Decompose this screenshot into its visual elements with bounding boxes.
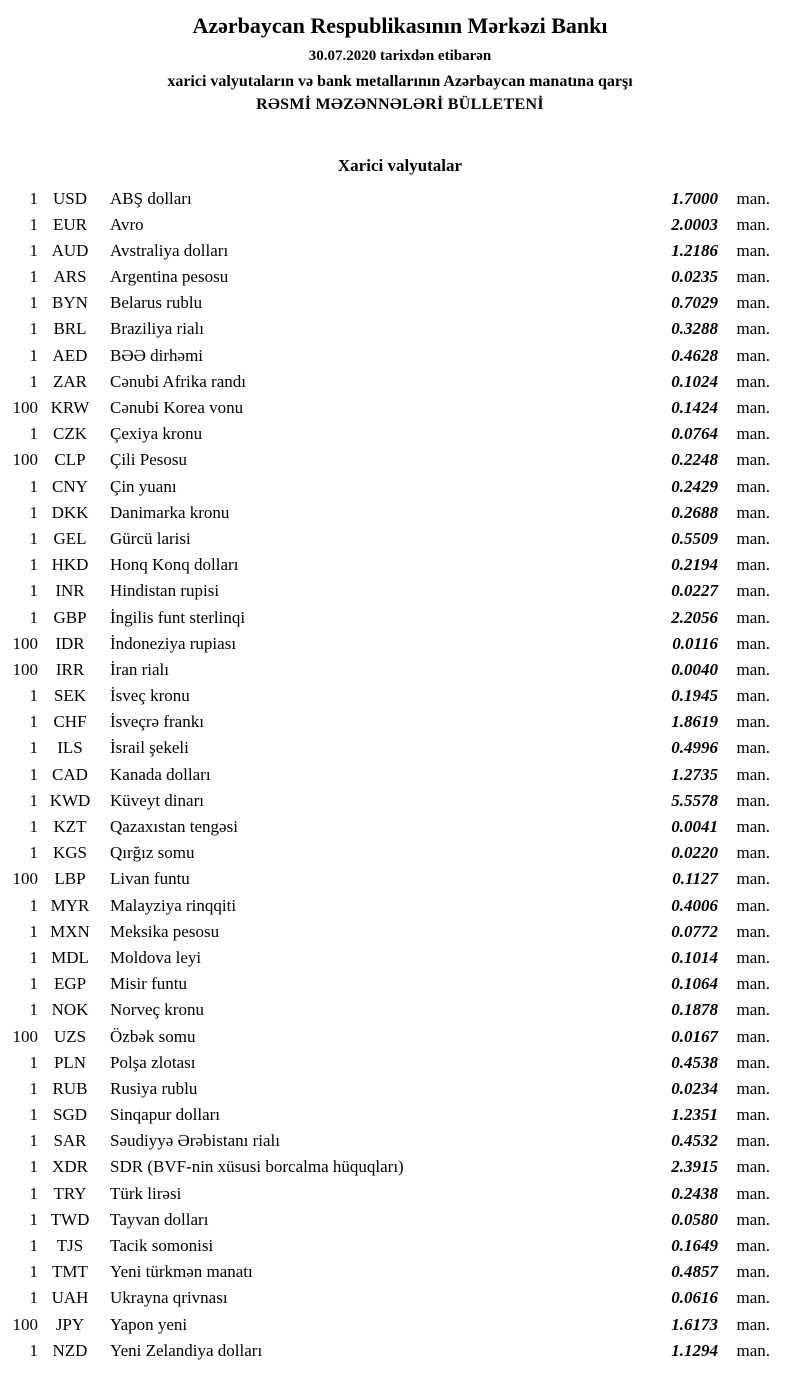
currency-code: GEL (53, 528, 87, 548)
rate-quantity: 1 (29, 1209, 38, 1229)
rate-row (0, 1024, 800, 1050)
currency-code: KWD (49, 790, 91, 810)
rate-value: 0.0234 (671, 1078, 718, 1098)
currency-name: Gürcü larisi (110, 528, 191, 548)
rate-quantity: 1 (29, 293, 38, 313)
currency-code: LBP (54, 869, 86, 889)
rate-value: 0.5509 (671, 528, 718, 548)
currency-name: Yeni Zelandiya dolları (110, 1340, 263, 1360)
currency-name: Honq Konq dolları (110, 555, 239, 575)
rate-value: 0.4538 (671, 1052, 718, 1072)
rate-row (0, 1050, 800, 1076)
rate-value: 0.2438 (671, 1183, 718, 1203)
rate-row (0, 1233, 800, 1259)
rate-value: 0.0616 (671, 1288, 718, 1308)
rate-quantity: 1 (29, 1236, 38, 1255)
currency-code: SAR (53, 1131, 87, 1151)
rate-row (0, 735, 800, 761)
currency-code: BRL (53, 319, 87, 339)
rate-value: 1.8619 (671, 712, 718, 732)
rate-value: 1.7000 (671, 188, 718, 208)
rate-row (0, 997, 800, 1023)
rate-unit: man. (736, 974, 770, 994)
currency-code: TMT (52, 1262, 88, 1282)
currency-name: Qırğız somu (110, 843, 195, 863)
currency-code: XDR (52, 1157, 88, 1177)
currency-name: Tacik somonisi (110, 1236, 214, 1255)
currency-code: JPY (55, 1314, 85, 1334)
currency-code: TRY (53, 1183, 87, 1203)
currency-code: TWD (50, 1209, 90, 1229)
rate-value: 2.3915 (671, 1157, 718, 1177)
rate-unit: man. (736, 1078, 770, 1098)
rate-value: 0.4996 (671, 738, 718, 758)
rate-row (0, 840, 800, 866)
rate-quantity: 1 (29, 921, 38, 941)
currency-name: Braziliya rialı (110, 319, 204, 339)
rate-row (0, 447, 800, 473)
rate-row (0, 316, 800, 342)
currency-code: TJS (56, 1236, 84, 1255)
currency-name: Cənubi Korea vonu (110, 398, 244, 417)
currency-code: MXN (50, 921, 90, 941)
rate-row (0, 526, 800, 552)
rate-quantity: 1 (29, 895, 38, 915)
rate-quantity: 1 (29, 1052, 38, 1072)
rate-value: 0.2194 (671, 555, 718, 575)
currency-name: Misir funtu (110, 974, 187, 994)
rate-value: 0.1424 (671, 398, 718, 417)
rate-row (0, 186, 800, 212)
rate-quantity: 100 (12, 659, 38, 679)
bank-title: Azərbaycan Respublikasının Mərkəzi Bankı (192, 13, 608, 38)
currency-code: SGD (52, 1105, 87, 1125)
rate-row (0, 395, 800, 421)
currency-name: Polşa zlotası (110, 1052, 196, 1072)
rate-row (0, 971, 800, 997)
currency-name: Yeni türkmən manatı (110, 1262, 253, 1282)
rate-unit: man. (736, 188, 770, 208)
rate-quantity: 100 (12, 398, 38, 417)
rate-value: 5.5578 (671, 790, 718, 810)
rate-unit: man. (736, 1026, 770, 1046)
rate-row (0, 814, 800, 840)
rate-unit: man. (736, 895, 770, 915)
rate-value: 0.1945 (671, 686, 718, 706)
currency-code: CHF (53, 712, 87, 732)
currency-code: PLN (53, 1052, 87, 1072)
rate-unit: man. (736, 555, 770, 575)
rate-unit: man. (736, 398, 770, 417)
rate-value: 0.4628 (671, 345, 718, 365)
rate-quantity: 1 (29, 1288, 38, 1308)
currency-name: Cənubi Afrika randı (110, 371, 246, 391)
rate-unit: man. (736, 1052, 770, 1072)
rate-quantity: 100 (12, 450, 38, 470)
rate-unit: man. (736, 686, 770, 706)
rate-unit: man. (736, 947, 770, 967)
rate-row (0, 1207, 800, 1233)
rate-row (0, 1285, 800, 1311)
rate-quantity: 1 (29, 974, 38, 994)
currency-code: ILS (57, 738, 83, 758)
currency-name: Belarus rublu (110, 293, 203, 313)
currency-name: Kanada dolları (110, 764, 211, 784)
currency-name: Malayziya rinqqiti (110, 895, 237, 915)
rate-quantity: 1 (29, 843, 38, 863)
rate-row (0, 893, 800, 919)
rate-quantity: 100 (12, 869, 38, 889)
rate-value: 0.7029 (671, 293, 718, 313)
rate-value: 0.0041 (671, 817, 718, 836)
currency-code: CZK (53, 424, 87, 444)
currency-code: KZT (53, 817, 87, 836)
currency-name: Avro (110, 214, 144, 234)
rate-quantity: 100 (12, 1314, 38, 1334)
rate-row (0, 369, 800, 395)
bulletin-heading: RƏSMİ MƏZƏNNƏLƏRİ BÜLLETENİ (256, 95, 544, 113)
currency-name: İsrail şekeli (110, 738, 189, 758)
currency-code: MYR (50, 895, 90, 915)
currency-name: Avstraliya dolları (110, 240, 229, 260)
currency-code: INR (55, 581, 85, 601)
currency-code: UZS (53, 1026, 87, 1046)
rates-table (0, 186, 800, 1364)
rate-value: 0.2429 (671, 476, 718, 496)
currency-name: İsveç kronu (110, 686, 190, 706)
rate-value: 0.1064 (671, 974, 718, 994)
currency-name: Livan funtu (110, 869, 190, 889)
currency-code: RUB (52, 1078, 88, 1098)
currency-code: USD (52, 188, 87, 208)
currency-name: Danimarka kronu (110, 502, 230, 522)
rate-value: 0.0227 (671, 581, 718, 601)
rate-row (0, 605, 800, 631)
currency-code: AED (52, 345, 88, 365)
rate-value: 0.0235 (671, 267, 718, 287)
rate-quantity: 1 (29, 947, 38, 967)
section-title-foreign-currencies: Xarici valyutalar (337, 155, 463, 175)
rate-row (0, 1312, 800, 1338)
rate-row (0, 762, 800, 788)
rate-unit: man. (736, 267, 770, 287)
rate-value: 0.2688 (671, 502, 718, 522)
rate-value: 2.2056 (671, 607, 718, 627)
rate-value: 0.0167 (671, 1026, 718, 1046)
rate-row (0, 264, 800, 290)
currency-name: Çexiya kronu (110, 424, 203, 444)
rate-value: 0.0772 (671, 921, 718, 941)
rate-value: 0.1014 (671, 947, 718, 967)
rate-value: 0.1878 (671, 1000, 718, 1020)
effective-date: 30.07.2020 tarixdən etibarən (308, 47, 492, 64)
rate-row (0, 238, 800, 264)
rate-value: 1.1294 (671, 1340, 718, 1360)
rate-value: 1.2186 (671, 240, 718, 260)
currency-name: Qazaxıstan tengəsi (110, 817, 238, 836)
currency-name: İngilis funt sterlinqi (110, 607, 246, 627)
rate-unit: man. (736, 843, 770, 863)
rate-value: 0.0580 (671, 1209, 718, 1229)
rate-value: 0.0764 (671, 424, 718, 444)
rate-quantity: 100 (12, 1026, 38, 1046)
currency-code: CLP (54, 450, 86, 470)
currency-code: GBP (53, 607, 87, 627)
rate-unit: man. (736, 921, 770, 941)
rate-quantity: 1 (29, 607, 38, 627)
rate-unit: man. (736, 790, 770, 810)
currency-code: KRW (50, 398, 90, 417)
rate-row (0, 1259, 800, 1285)
currency-name: Çin yuanı (110, 476, 177, 496)
rate-row (0, 1102, 800, 1128)
rate-value: 1.2351 (671, 1105, 718, 1125)
rate-quantity: 1 (29, 502, 38, 522)
rate-unit: man. (736, 659, 770, 679)
rate-unit: man. (736, 581, 770, 601)
rate-row (0, 421, 800, 447)
rate-row (0, 788, 800, 814)
rate-value: 0.2248 (671, 450, 718, 470)
rate-unit: man. (736, 502, 770, 522)
rate-unit: man. (736, 1131, 770, 1151)
rate-unit: man. (736, 1262, 770, 1282)
currency-name: Küveyt dinarı (110, 790, 204, 810)
rate-row (0, 919, 800, 945)
rate-quantity: 1 (29, 240, 38, 260)
rate-quantity: 1 (29, 371, 38, 391)
rate-row (0, 683, 800, 709)
currency-code: BYN (52, 293, 88, 313)
rate-value: 0.0040 (671, 659, 718, 679)
currency-name: BƏƏ dirhəmi (110, 345, 204, 365)
rate-value: 0.0220 (671, 843, 718, 863)
rate-row (0, 1181, 800, 1207)
currency-name: Argentina pesosu (110, 267, 229, 287)
currency-name: SDR (BVF-nin xüsusi borcalma hüquqları) (110, 1157, 404, 1177)
rate-quantity: 1 (29, 1157, 38, 1177)
currency-code: NOK (51, 1000, 89, 1020)
rate-quantity: 1 (29, 686, 38, 706)
rate-unit: man. (736, 214, 770, 234)
rate-unit: man. (736, 371, 770, 391)
currency-code: CAD (52, 764, 88, 784)
rate-value: 0.1127 (672, 869, 718, 889)
currency-code: EUR (53, 214, 87, 234)
currency-code: KGS (52, 843, 87, 863)
rate-unit: man. (736, 293, 770, 313)
rate-unit: man. (736, 476, 770, 496)
rate-row (0, 631, 800, 657)
rate-value: 0.0116 (672, 633, 718, 653)
currency-code: MDL (51, 947, 89, 967)
rate-quantity: 1 (29, 319, 38, 339)
rate-unit: man. (736, 1314, 770, 1334)
rate-quantity: 1 (29, 1131, 38, 1151)
rate-unit: man. (736, 1209, 770, 1229)
rate-quantity: 1 (29, 581, 38, 601)
rate-value: 0.4006 (671, 895, 718, 915)
rate-quantity: 1 (29, 817, 38, 836)
rate-unit: man. (736, 240, 770, 260)
rate-row (0, 945, 800, 971)
currency-name: Səudiyyə Ərəbistanı rialı (110, 1131, 280, 1151)
rate-quantity: 1 (29, 267, 38, 287)
rate-unit: man. (736, 869, 770, 889)
currency-name: Çili Pesosu (110, 450, 187, 470)
rate-unit: man. (736, 1105, 770, 1125)
rate-unit: man. (736, 528, 770, 548)
rate-unit: man. (736, 1183, 770, 1203)
rate-unit: man. (736, 1157, 770, 1177)
rate-quantity: 1 (29, 1262, 38, 1282)
currency-name: Yapon yeni (110, 1314, 188, 1334)
currency-name: Özbək somu (110, 1026, 196, 1046)
rate-unit: man. (736, 738, 770, 758)
currency-code: SEK (53, 686, 87, 706)
currency-code: DKK (51, 502, 89, 522)
rate-row (0, 1154, 800, 1180)
currency-name: Norveç kronu (110, 1000, 204, 1020)
currency-name: Meksika pesosu (110, 921, 220, 941)
rate-unit: man. (736, 764, 770, 784)
rate-unit: man. (736, 712, 770, 732)
currency-name: Ukrayna qrivnası (110, 1288, 228, 1308)
rate-quantity: 1 (29, 1105, 38, 1125)
rate-value: 0.1649 (671, 1236, 718, 1255)
rate-value: 0.4857 (671, 1262, 718, 1282)
currency-code: UAH (51, 1288, 89, 1308)
rate-value: 0.4532 (671, 1131, 718, 1151)
rate-quantity: 1 (29, 790, 38, 810)
rate-row (0, 1128, 800, 1154)
rate-unit: man. (736, 319, 770, 339)
rate-value: 1.6173 (671, 1314, 718, 1334)
rate-unit: man. (736, 450, 770, 470)
rate-row (0, 343, 800, 369)
rate-quantity: 1 (29, 188, 38, 208)
rate-row (0, 866, 800, 892)
rate-row (0, 578, 800, 604)
currency-name: İsveçrə frankı (110, 712, 204, 732)
rate-row (0, 212, 800, 238)
currency-name: Moldova leyi (110, 947, 202, 967)
currency-code: IRR (55, 659, 85, 679)
rate-value: 1.2735 (671, 764, 718, 784)
rate-value: 0.1024 (671, 371, 718, 391)
currency-name: Hindistan rupisi (110, 581, 220, 601)
currency-code: CNY (52, 476, 88, 496)
rate-unit: man. (736, 345, 770, 365)
currency-name: İndoneziya rupiası (110, 633, 237, 653)
rate-quantity: 1 (29, 764, 38, 784)
rate-value: 0.3288 (671, 319, 718, 339)
currency-name: İran rialı (110, 659, 169, 679)
rate-quantity: 1 (29, 476, 38, 496)
bulletin-subtitle: xarici valyutaların və bank metallarının Azərbaycan manatına qarşı (167, 72, 633, 90)
currency-name: Sinqapur dolları (110, 1105, 221, 1125)
rate-quantity: 1 (29, 1183, 38, 1203)
rate-quantity: 100 (12, 633, 38, 653)
rate-unit: man. (736, 817, 770, 836)
rate-unit: man. (736, 607, 770, 627)
currency-code: HKD (51, 555, 89, 575)
rate-quantity: 1 (29, 712, 38, 732)
currency-code: EGP (53, 974, 87, 994)
rate-unit: man. (736, 424, 770, 444)
rate-quantity: 1 (29, 1000, 38, 1020)
rate-unit: man. (736, 1236, 770, 1255)
rate-row (0, 1338, 800, 1364)
rate-row (0, 474, 800, 500)
rate-quantity: 1 (29, 424, 38, 444)
currency-name: Rusiya rublu (110, 1078, 198, 1098)
rate-unit: man. (736, 1340, 770, 1360)
rate-row (0, 709, 800, 735)
currency-code: ARS (53, 267, 87, 287)
rate-value: 2.0003 (671, 214, 718, 234)
currency-name: ABŞ dolları (110, 188, 192, 208)
rate-row (0, 1076, 800, 1102)
currency-name: Tayvan dolları (110, 1209, 209, 1229)
currency-code: ZAR (53, 371, 87, 391)
rate-row (0, 500, 800, 526)
currency-code: NZD (52, 1340, 88, 1360)
rate-quantity: 1 (29, 738, 38, 758)
rate-row (0, 290, 800, 316)
rate-unit: man. (736, 1288, 770, 1308)
currency-name: Türk lirəsi (110, 1183, 182, 1203)
currency-code: AUD (51, 240, 89, 260)
rate-quantity: 1 (29, 528, 38, 548)
rate-unit: man. (736, 1000, 770, 1020)
rate-quantity: 1 (29, 1340, 38, 1360)
rate-quantity: 1 (29, 1078, 38, 1098)
rate-unit: man. (736, 633, 770, 653)
rate-quantity: 1 (29, 555, 38, 575)
rate-quantity: 1 (29, 345, 38, 365)
rate-row (0, 552, 800, 578)
rate-row (0, 657, 800, 683)
rate-quantity: 1 (29, 214, 38, 234)
currency-code: IDR (55, 633, 85, 653)
